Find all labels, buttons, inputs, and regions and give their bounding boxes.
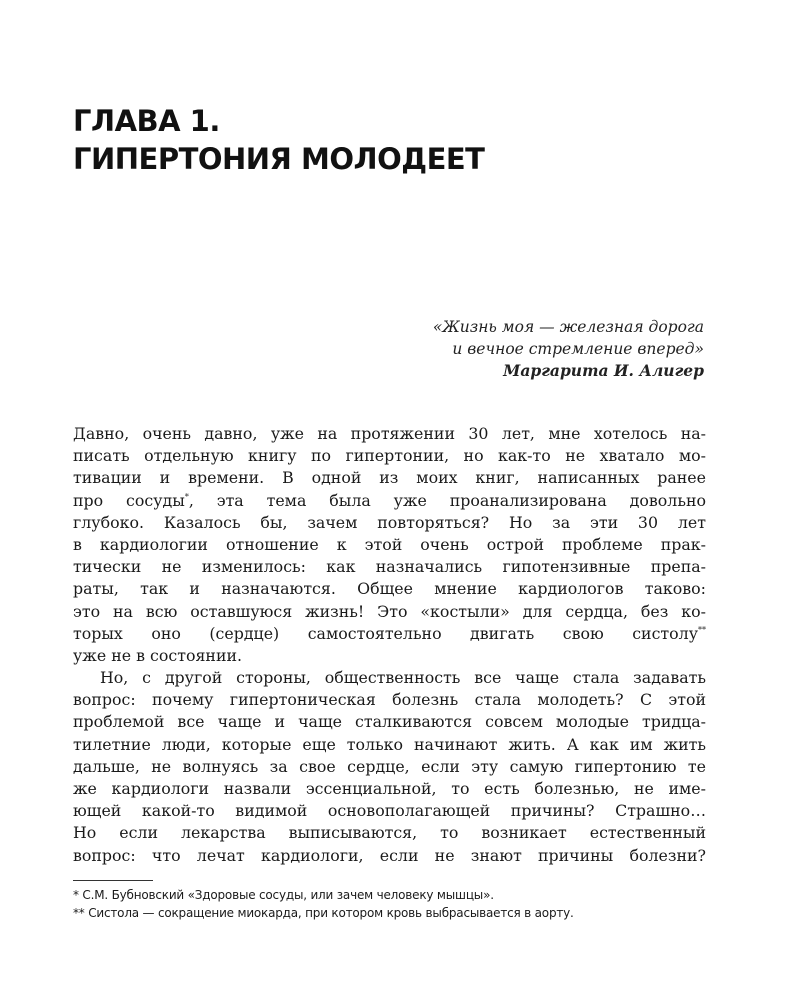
text-line: проблемой все чаще и чаще сталкиваются совсем молодые тридца- — [73, 712, 706, 732]
epigraph-line: и вечное стремление вперед» — [452, 340, 704, 358]
text-fragment: про сосуды — [73, 490, 185, 510]
text-line: Давно, очень давно, уже на протяжении 30 лет, мне хотелось на- — [73, 424, 706, 443]
text-line: ющей какой-то видимой основополагающей причины? Страшно… — [73, 801, 706, 821]
text-fragment: , эта тема была уже проанализирована довольно — [188, 490, 706, 510]
text-line: в кардиологии отношение к этой очень острой проблеме прак- — [73, 534, 706, 554]
text-line: тивации и времени. В одной из моих книг, написанных ранее — [73, 468, 706, 488]
footnotes — [73, 886, 733, 922]
footnote-1: * С.М. Бубновский «Здоровые сосуды, или зачем человеку мышцы». — [73, 888, 494, 902]
text-line — [73, 490, 706, 512]
paragraph-2 — [73, 667, 706, 867]
text-line: же кардиологи назвали эссенциальной, то есть болезнью, не име- — [73, 779, 706, 798]
text-line: писать отдельную книгу по гипертонии, но как-то не хватало мо- — [73, 446, 706, 466]
footnote-divider — [73, 880, 153, 881]
text-line: раты, так и назначаются. Общее мнение кардиологов таково: — [73, 579, 706, 599]
chapter-heading: ГИПЕРТОНИЯ МОЛОДЕЕТ — [73, 142, 485, 176]
text-line: вопрос: что лечат кардиологи, если не знают причины болезни? — [73, 845, 706, 865]
text-line: глубоко. Казалось бы, зачем повторяться? Но за эти 30 лет — [73, 512, 706, 532]
text-line: вопрос: почему гипертоническая болезнь стала молодеть? С этой — [73, 690, 706, 710]
text-line — [73, 623, 706, 645]
text-line: тилетние люди, которые еще только начинают жить. А как им жить — [73, 734, 706, 754]
text-line: Но, с другой стороны, общественность все чаще стала задавать — [100, 668, 706, 688]
text-line: тически не изменилось: как назначались гипотензивные препа- — [73, 557, 706, 577]
chapter-number: ГЛАВА 1. — [73, 104, 220, 138]
body-text — [73, 423, 706, 867]
text-line: Но если лекарства выписываются, то возникает естественный — [73, 823, 706, 843]
paragraph-1 — [73, 423, 706, 667]
footnote-marker: * — [184, 492, 189, 502]
epigraph — [433, 316, 704, 382]
footnote-marker: ** — [698, 625, 706, 635]
text-fragment: торых оно (сердце) самостоятельно двигать свою систолу — [73, 623, 698, 643]
text-line: дальше, не волнуясь за свое сердце, если эту самую гипертонию те — [73, 756, 706, 776]
text-line: уже не в состоянии. — [73, 645, 243, 665]
epigraph-author: Маргарита И. Алигер — [503, 361, 704, 380]
epigraph-line: «Жизнь моя — железная дорога — [432, 318, 704, 336]
footnote-2: ** Систола — сокращение миокарда, при котором кровь выбрасывается в аорту. — [73, 906, 574, 920]
chapter-title — [73, 102, 733, 178]
text-line: это на всю оставшуюся жизнь! Это «костыли» для сердца, без ко- — [73, 601, 706, 621]
